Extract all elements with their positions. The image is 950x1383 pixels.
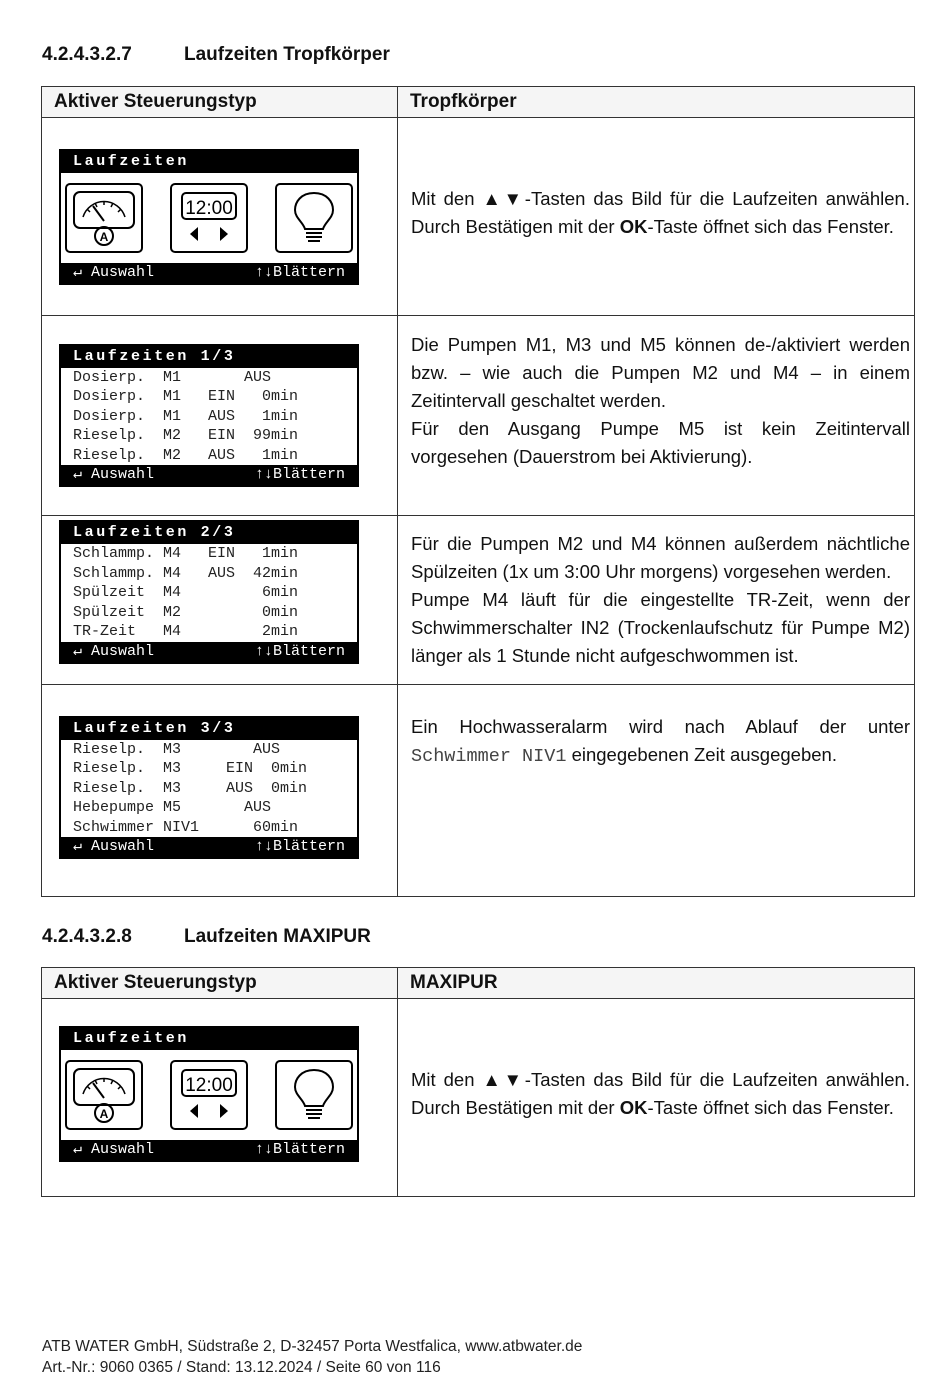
lcd-title: Laufzeiten xyxy=(61,151,357,173)
col-header-steuerungstyp: Aktiver Steuerungstyp xyxy=(42,968,398,999)
lcd-footer xyxy=(61,642,357,662)
description-cell xyxy=(398,999,915,1197)
lcd-row: Rieselp. M3 EIN 0min xyxy=(73,760,308,778)
screen-cell xyxy=(42,316,398,516)
table-header-row xyxy=(42,87,915,118)
table-row xyxy=(42,118,915,316)
clock-text: 12:00 xyxy=(185,1074,233,1096)
runtime-meter-icon xyxy=(65,1060,143,1130)
description-text xyxy=(398,185,914,241)
lcd-row: Rieselp. M3 AUS 0min xyxy=(73,779,308,797)
up-down-arrows-icon: ▲▼ xyxy=(482,1068,525,1090)
text-part: Mit den xyxy=(411,1068,483,1090)
text-part: -Tasten das Bild für die Laufzeiten anwählen. Durch Bestätigen mit der xyxy=(411,1068,910,1118)
lcd-footer-scroll: ↑↓Blättern xyxy=(254,1140,345,1158)
table-row xyxy=(42,516,915,685)
description-text xyxy=(398,1066,914,1122)
lcd-screen-page-2 xyxy=(59,520,359,664)
lcd-row: Dosierp. M1 AUS 1min xyxy=(73,407,299,425)
up-down-arrows-icon: ▲▼ xyxy=(482,187,525,209)
lcd-screen-laufzeiten xyxy=(59,149,359,285)
lcd-footer-scroll: ↑↓Blättern xyxy=(254,642,345,660)
section-title: Laufzeiten MAXIPUR xyxy=(184,926,371,947)
lightbulb-icon xyxy=(275,1060,353,1130)
svg-text:A: A xyxy=(99,1106,109,1121)
col-header-steuerungstyp: Aktiver Steuerungstyp xyxy=(42,87,398,118)
lcd-footer xyxy=(61,263,357,283)
lcd-title: Laufzeiten 1/3 xyxy=(61,346,357,368)
menu-reference: Schwimmer NIV1 xyxy=(411,746,567,767)
table-header-row xyxy=(42,968,915,999)
lcd-footer xyxy=(61,465,357,485)
lcd-row: Spülzeit M2 0min xyxy=(73,603,299,621)
lcd-screen-laufzeiten xyxy=(59,1026,359,1162)
table-row xyxy=(42,685,915,897)
lcd-footer-select: ↵ Auswahl xyxy=(73,642,155,660)
lcd-row: Spülzeit M4 6min xyxy=(73,584,299,602)
lcd-title: Laufzeiten 2/3 xyxy=(61,522,357,544)
lcd-title: Laufzeiten 3/3 xyxy=(61,718,357,740)
text-part: Ein Hochwasseralarm wird nach Ablauf der unter xyxy=(411,716,910,737)
lcd-row: Hebepumpe M5 AUS xyxy=(73,799,272,817)
description-text xyxy=(398,331,914,471)
lcd-footer-scroll: ↑↓Blättern xyxy=(254,838,345,856)
table-row xyxy=(42,999,915,1197)
table-row xyxy=(42,316,915,516)
footer-article-line: Art.-Nr.: 9060 0365 / Stand: 13.12.2024 / Seite 60 von 116 xyxy=(42,1359,441,1376)
section-heading-1 xyxy=(42,44,390,66)
text-paragraph: Für die Pumpen M2 und M4 können außerdem nächtliche Spülzeiten (1x um 3:00 Uhr morgens) vorgesehen werden. xyxy=(411,533,910,582)
lcd-row: Rieselp. M3 AUS xyxy=(73,740,281,758)
lcd-screen-page-3 xyxy=(59,716,359,860)
screen-cell xyxy=(42,685,398,897)
text-part: -Taste öffnet sich das Fenster. xyxy=(647,1096,894,1118)
lcd-row: Rieselp. M2 EIN 99min xyxy=(73,427,299,445)
lcd-row: Schlammp. M4 EIN 1min xyxy=(73,545,299,563)
description-cell xyxy=(398,516,915,685)
section-heading-2 xyxy=(42,926,371,948)
lcd-screen-page-1 xyxy=(59,344,359,488)
section-number: 4.2.4.3.2.8 xyxy=(42,926,132,947)
text-paragraph: Die Pumpen M1, M3 und M5 können de-/aktiviert werden bzw. – wie auch die Pumpen M2 und M4 – in einem Zeitintervall geschaltet werden. xyxy=(411,333,910,411)
page-footer xyxy=(42,1336,582,1378)
description-text xyxy=(398,713,914,771)
description-cell xyxy=(398,685,915,897)
lcd-row: Dosierp. M1 AUS xyxy=(73,368,272,386)
lcd-row: Dosierp. M1 EIN 0min xyxy=(73,388,299,406)
text-part: eingegebenen Zeit ausgegeben. xyxy=(566,744,837,765)
lightbulb-icon xyxy=(275,183,353,253)
text-paragraph: Pumpe M4 läuft für die eingestellte TR-Zeit, wenn der Schwimmerschalter IN2 (Trockenlaufschutz für Pumpe M2) länger als 1 Stunde nicht aufgeschwommen ist. xyxy=(411,589,910,666)
lcd-row: Schlammp. M4 AUS 42min xyxy=(73,564,299,582)
ok-key-label: OK xyxy=(619,1096,648,1118)
screen-cell xyxy=(42,118,398,316)
col-header-type: Tropfkörper xyxy=(398,87,915,118)
lcd-footer xyxy=(61,1140,357,1160)
text-paragraph: Für den Ausgang Pumpe M5 ist kein Zeitintervall vorgesehen (Dauerstrom bei Aktivierung). xyxy=(411,417,910,467)
footer-company-line: ATB WATER GmbH, Südstraße 2, D-32457 Porta Westfalica, www.atbwater.de xyxy=(42,1338,583,1355)
table-maxipur xyxy=(41,967,915,1197)
clock-text: 12:00 xyxy=(185,197,233,219)
runtime-meter-icon xyxy=(65,183,143,253)
lcd-footer-scroll: ↑↓Blättern xyxy=(254,466,345,484)
section-title: Laufzeiten Tropfkörper xyxy=(184,44,390,65)
text-part: -Tasten das Bild für die Laufzeiten anwählen. Durch Bestätigen mit der xyxy=(411,187,910,237)
text-part: Mit den xyxy=(411,187,483,209)
lcd-row: TR-Zeit M4 2min xyxy=(73,623,299,641)
lcd-footer-select: ↵ Auswahl xyxy=(73,466,155,484)
lcd-icon-row xyxy=(61,1050,357,1140)
description-cell xyxy=(398,118,915,316)
screen-cell xyxy=(42,516,398,685)
screen-cell xyxy=(42,999,398,1197)
table-tropfkoerper xyxy=(41,86,915,897)
clock-icon xyxy=(170,1060,248,1130)
section-number: 4.2.4.3.2.7 xyxy=(42,44,132,65)
text-part: -Taste öffnet sich das Fenster. xyxy=(647,215,894,237)
lcd-footer-select: ↵ Auswahl xyxy=(73,263,155,281)
lcd-icon-row xyxy=(61,173,357,263)
lcd-footer-select: ↵ Auswahl xyxy=(73,838,155,856)
lcd-row: Rieselp. M2 AUS 1min xyxy=(73,446,299,464)
ok-key-label: OK xyxy=(619,215,648,237)
clock-icon xyxy=(170,183,248,253)
lcd-title: Laufzeiten xyxy=(61,1028,357,1050)
description-cell xyxy=(398,316,915,516)
description-text xyxy=(398,530,914,670)
col-header-type: MAXIPUR xyxy=(398,968,915,999)
lcd-row: Schwimmer NIV1 60min xyxy=(73,818,299,836)
svg-text:A: A xyxy=(99,229,109,244)
lcd-footer-scroll: ↑↓Blättern xyxy=(254,263,345,281)
lcd-footer xyxy=(61,837,357,857)
lcd-footer-select: ↵ Auswahl xyxy=(73,1140,155,1158)
